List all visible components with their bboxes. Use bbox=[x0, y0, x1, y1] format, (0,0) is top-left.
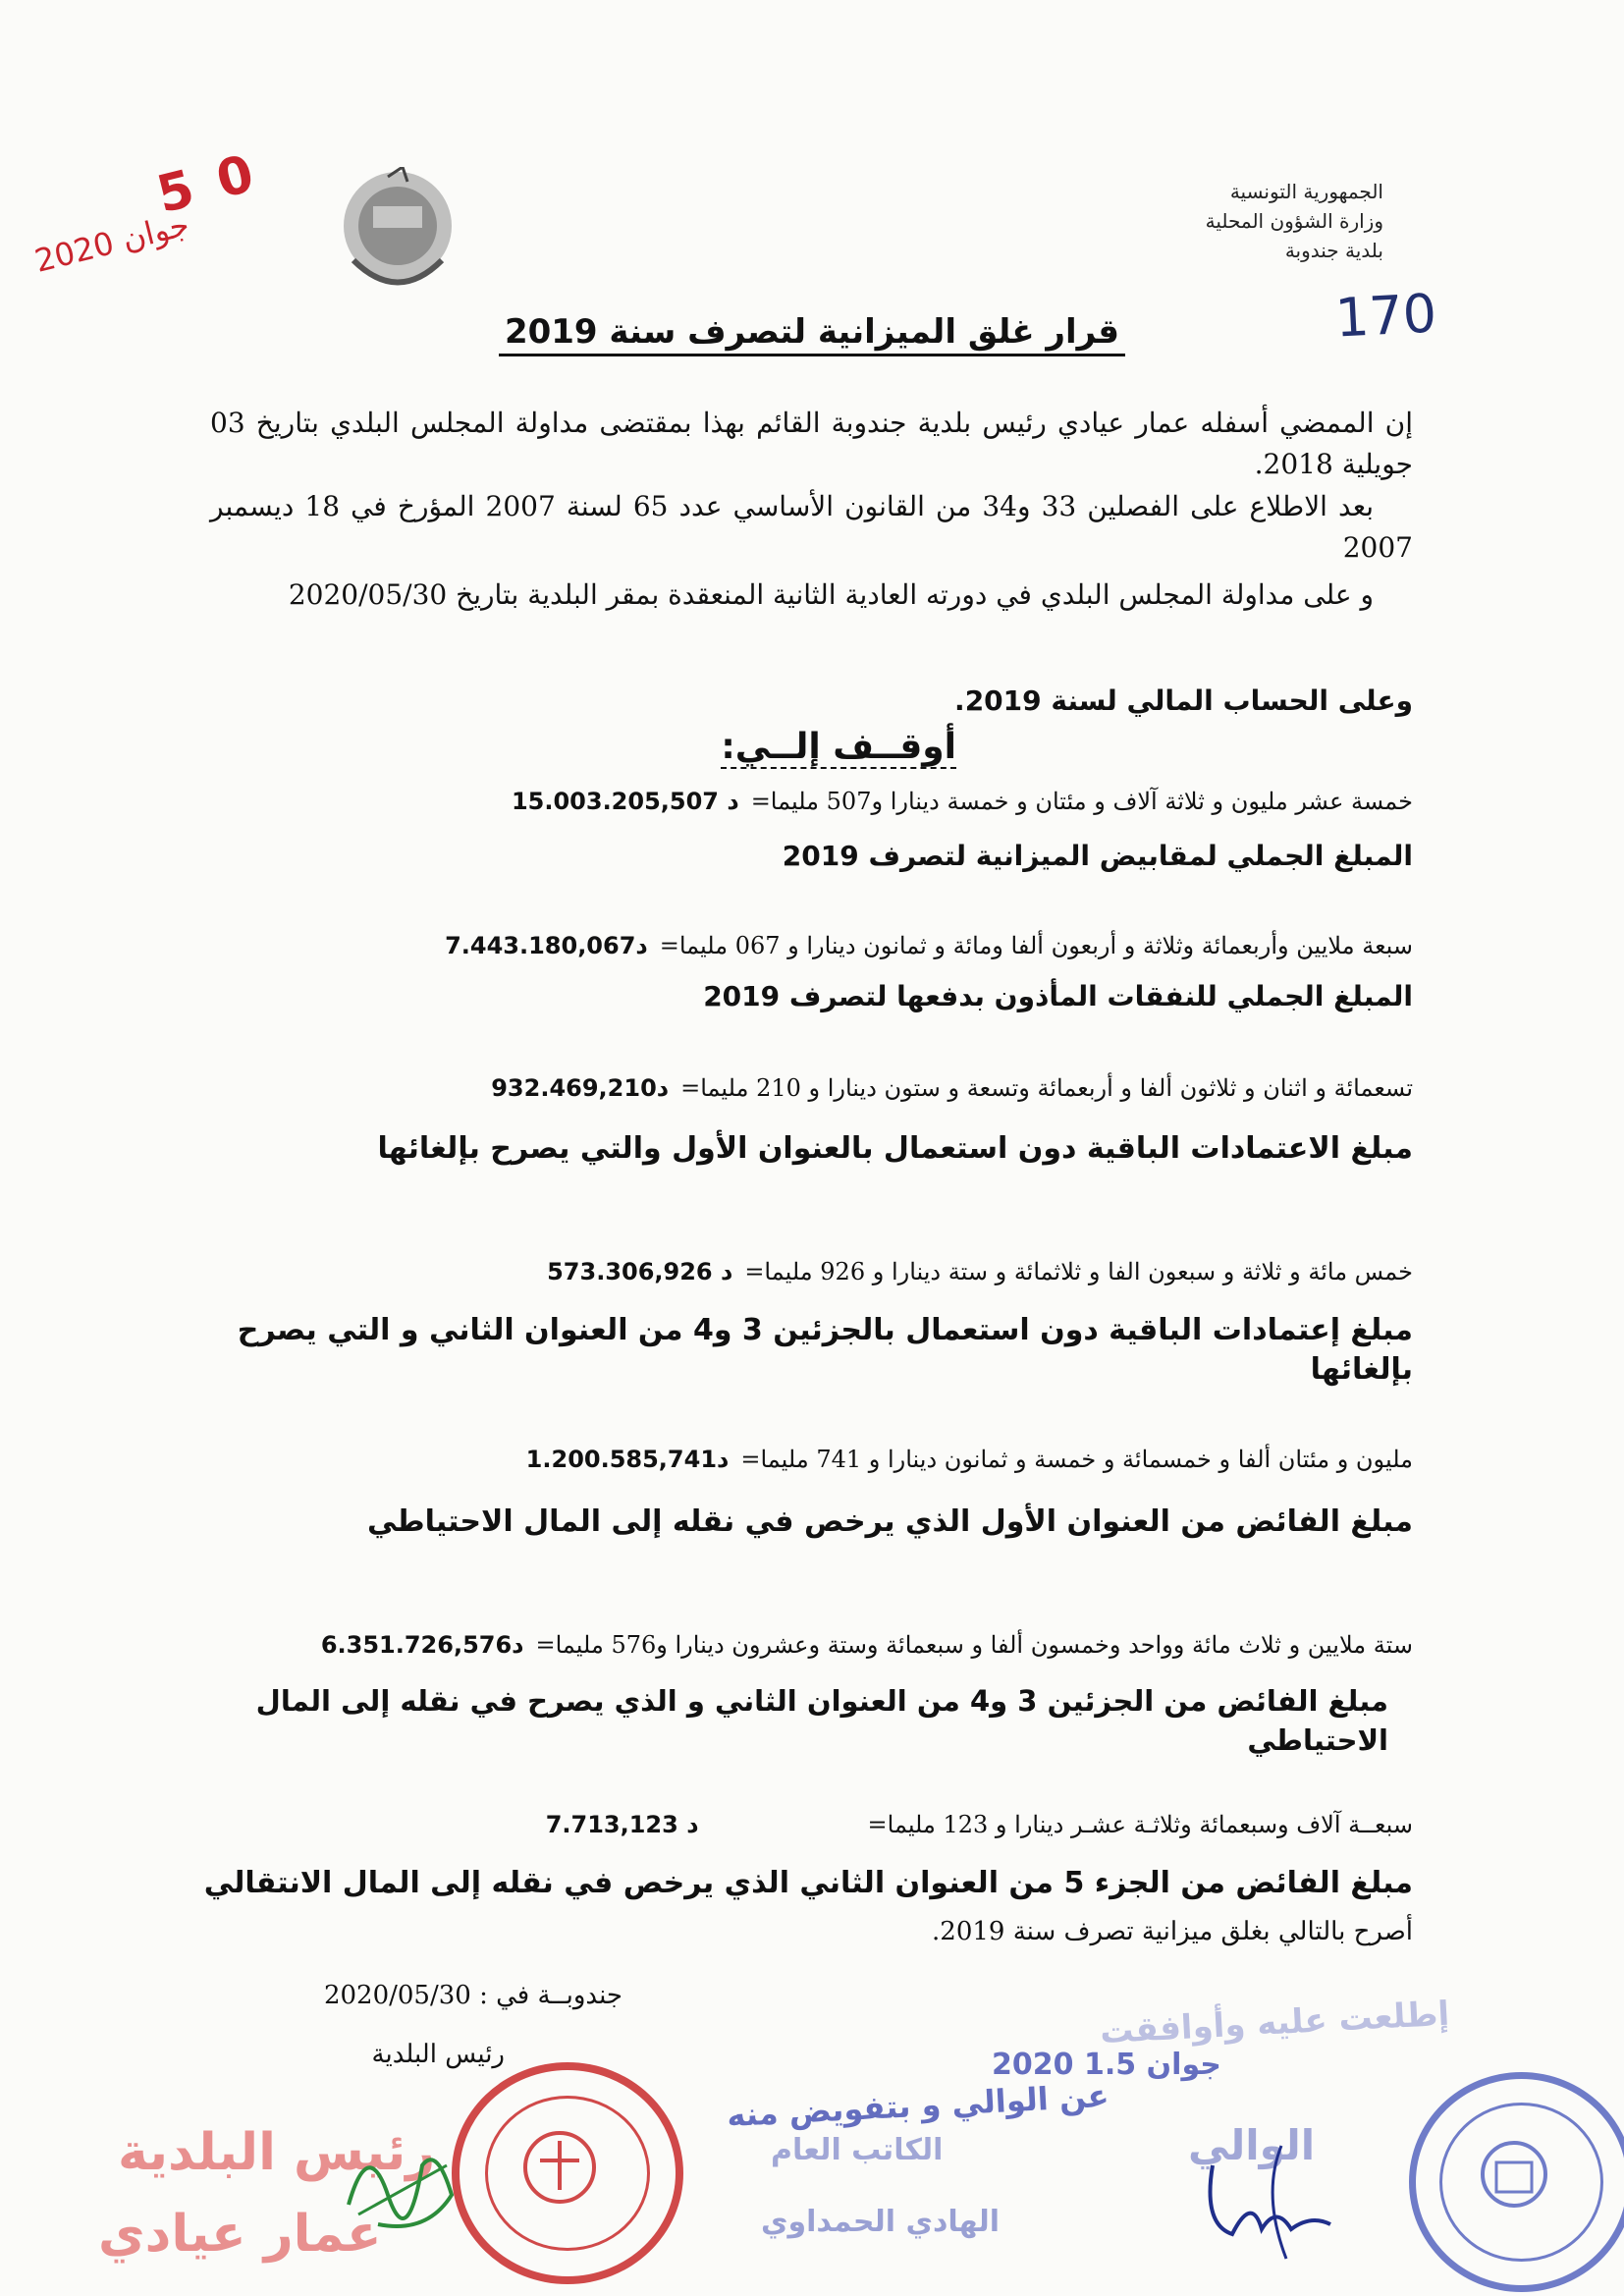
amount-words-2 bbox=[195, 928, 1413, 963]
letterhead-ministry: وزارة الشؤون المحلية bbox=[1205, 209, 1383, 233]
amount-words-text: ستة ملايين و ثلاث مائة وواحد وخمسون ألفا و سبعمائة وستة وعشرون دينارا و576 مليما= bbox=[535, 1631, 1413, 1659]
governor-signature-icon bbox=[1193, 2136, 1350, 2268]
amount-value: 932.469,210د bbox=[491, 1074, 670, 1102]
received-date-stamp bbox=[21, 137, 304, 305]
mayor-name-stamp-title: رئيس البلدية bbox=[118, 2123, 436, 2182]
amount-label-6: مبلغ الفائض من الجزئين 3 و4 من العنوان الثاني و الذي يصرح في نقله إلى المال الاحتياطي bbox=[255, 1684, 1388, 1757]
amount-words-text: تسعمائة و اثنان و ثلاثون ألفا و أربعمائة وتسعة و ستون دينارا و 210 مليما= bbox=[680, 1074, 1413, 1102]
approval-governor-title: الوالي bbox=[1188, 2121, 1316, 2169]
decide-heading-text: أوقــف إلــي: bbox=[721, 727, 956, 767]
preamble-law: بعد الاطلاع على الفصلين 33 و34 من القانون الأساسي عدد 65 لسنة 2007 المؤرخ في 18 ديسمبر 2007 bbox=[210, 490, 1413, 564]
amount-words-3 bbox=[195, 1070, 1413, 1106]
decide-heading bbox=[721, 727, 956, 767]
amount-value: 573.306,926 د bbox=[547, 1258, 733, 1285]
amount-value: 6.351.726,576د bbox=[320, 1631, 524, 1659]
amount-value: 1.200.585,741د bbox=[525, 1446, 730, 1473]
amount-words-text: سبعــة آلاف وسبعمائة وثلاثـة عشـر دينارا و 123 مليما= bbox=[867, 1811, 1413, 1838]
stamp-day: 0 5 bbox=[151, 143, 264, 226]
amount-words-1 bbox=[195, 784, 1413, 819]
amount-words-text: خمسة عشر مليون و ثلاثة آلاف و مئتان و خمسة دينارا و507 مليما= bbox=[750, 788, 1413, 815]
amount-label-1: المبلغ الجملي لمقابيض الميزانية لتصرف 2019 bbox=[782, 840, 1413, 872]
closing-place-date: جندوبــة في : 2020/05/30 bbox=[323, 1981, 623, 2010]
document-title-text: قرار غلق الميزانية لتصرف سنة 2019 bbox=[499, 312, 1125, 356]
amount-words-4 bbox=[195, 1254, 1413, 1289]
amount-words-5 bbox=[195, 1442, 1413, 1477]
amount-words-text: خمس مائة و ثلاثة و سبعون الفا و ثلاثمائة و ستة دينارا و 926 مليما= bbox=[744, 1258, 1413, 1285]
approval-date-stamp: 2020 جوان 1.5 bbox=[992, 2048, 1221, 2082]
stamp-month-year: جوان 2020 bbox=[30, 205, 193, 280]
amount-label-2: المبلغ الجملي للنفقات المأذون بدفعها لتصرف 2019 bbox=[703, 980, 1413, 1012]
amount-value: 7.443.180,067د bbox=[445, 932, 648, 959]
amount-words-text: سبعة ملايين وأربعمائة وثلاثة و أربعون ألفا ومائة و ثمانون دينارا و 067 مليما= bbox=[659, 932, 1413, 959]
mayor-signature-icon bbox=[339, 2126, 466, 2248]
amount-label-5: مبلغ الفائض من العنوان الأول الذي يرخص في نقله إلى المال الاحتياطي bbox=[367, 1504, 1413, 1539]
mayor-name-stamp-name: عمار عيادي bbox=[98, 2205, 382, 2264]
municipality-round-seal-icon bbox=[452, 2062, 683, 2284]
amount-words-text: مليون و مئتان ألفا و خمسمائة و خمسة و ثمانون دينارا و 741 مليما= bbox=[740, 1446, 1413, 1473]
amount-label-3: مبلغ الاعتمادات الباقية دون استعمال بالعنوان الأول والتي يصرح بإلغائها bbox=[377, 1131, 1413, 1166]
document-number: 170 bbox=[1333, 282, 1438, 350]
approval-secretary-title: الكاتب العام bbox=[771, 2133, 944, 2167]
interior-ministry-seal-icon bbox=[1409, 2072, 1624, 2292]
closing-declaration: أصرح بالتالي بغلق ميزانية تصرف سنة 2019. bbox=[932, 1917, 1413, 1946]
approval-seen-stamp: إطلعت عليه وأوافقت bbox=[1099, 1994, 1451, 2052]
municipality-emblem-icon bbox=[334, 167, 461, 314]
amount-label-7: مبلغ الفائض من الجزء 5 من العنوان الثاني الذي يرخص في نقله إلى المال الانتقالي bbox=[203, 1866, 1413, 1900]
approval-delegation-line: عن الوالي و بتفويض منه bbox=[726, 2076, 1110, 2135]
letterhead bbox=[1010, 177, 1383, 265]
amount-words-6 bbox=[195, 1627, 1413, 1663]
letterhead-municipality: بلدية جندوبة bbox=[1284, 239, 1383, 262]
amount-value: 15.003.205,507 د bbox=[511, 788, 739, 815]
document-title bbox=[0, 312, 1624, 352]
preamble-council: و على مداولة المجلس البلدي في دورته العادية الثانية المنعقدة بمقر البلدية بتاريخ 2020/05/30 bbox=[288, 578, 1374, 611]
preamble-account: وعلى الحساب المالي لسنة 2019. bbox=[954, 684, 1413, 717]
amount-words-7 bbox=[195, 1807, 1413, 1842]
preamble-mandate: إن الممضي أسفله عمار عيادي رئيس بلدية جندوبة القائم بهذا بمقتضى مداولة المجلس البلدي بتاريخ 03 جويلية 2018. bbox=[210, 407, 1413, 480]
amount-value: 7.713,123 د bbox=[545, 1811, 699, 1838]
approval-secretary-name: الهادي الحمداوي bbox=[761, 2205, 1000, 2239]
signer-title: رئيس البلدية bbox=[371, 2040, 505, 2069]
letterhead-country: الجمهورية التونسية bbox=[1229, 180, 1383, 203]
amount-label-4: مبلغ إعتمادات الباقية دون استعمال بالجزئين 3 و4 من العنوان الثاني و التي يصرح بإلغائها bbox=[237, 1313, 1413, 1387]
